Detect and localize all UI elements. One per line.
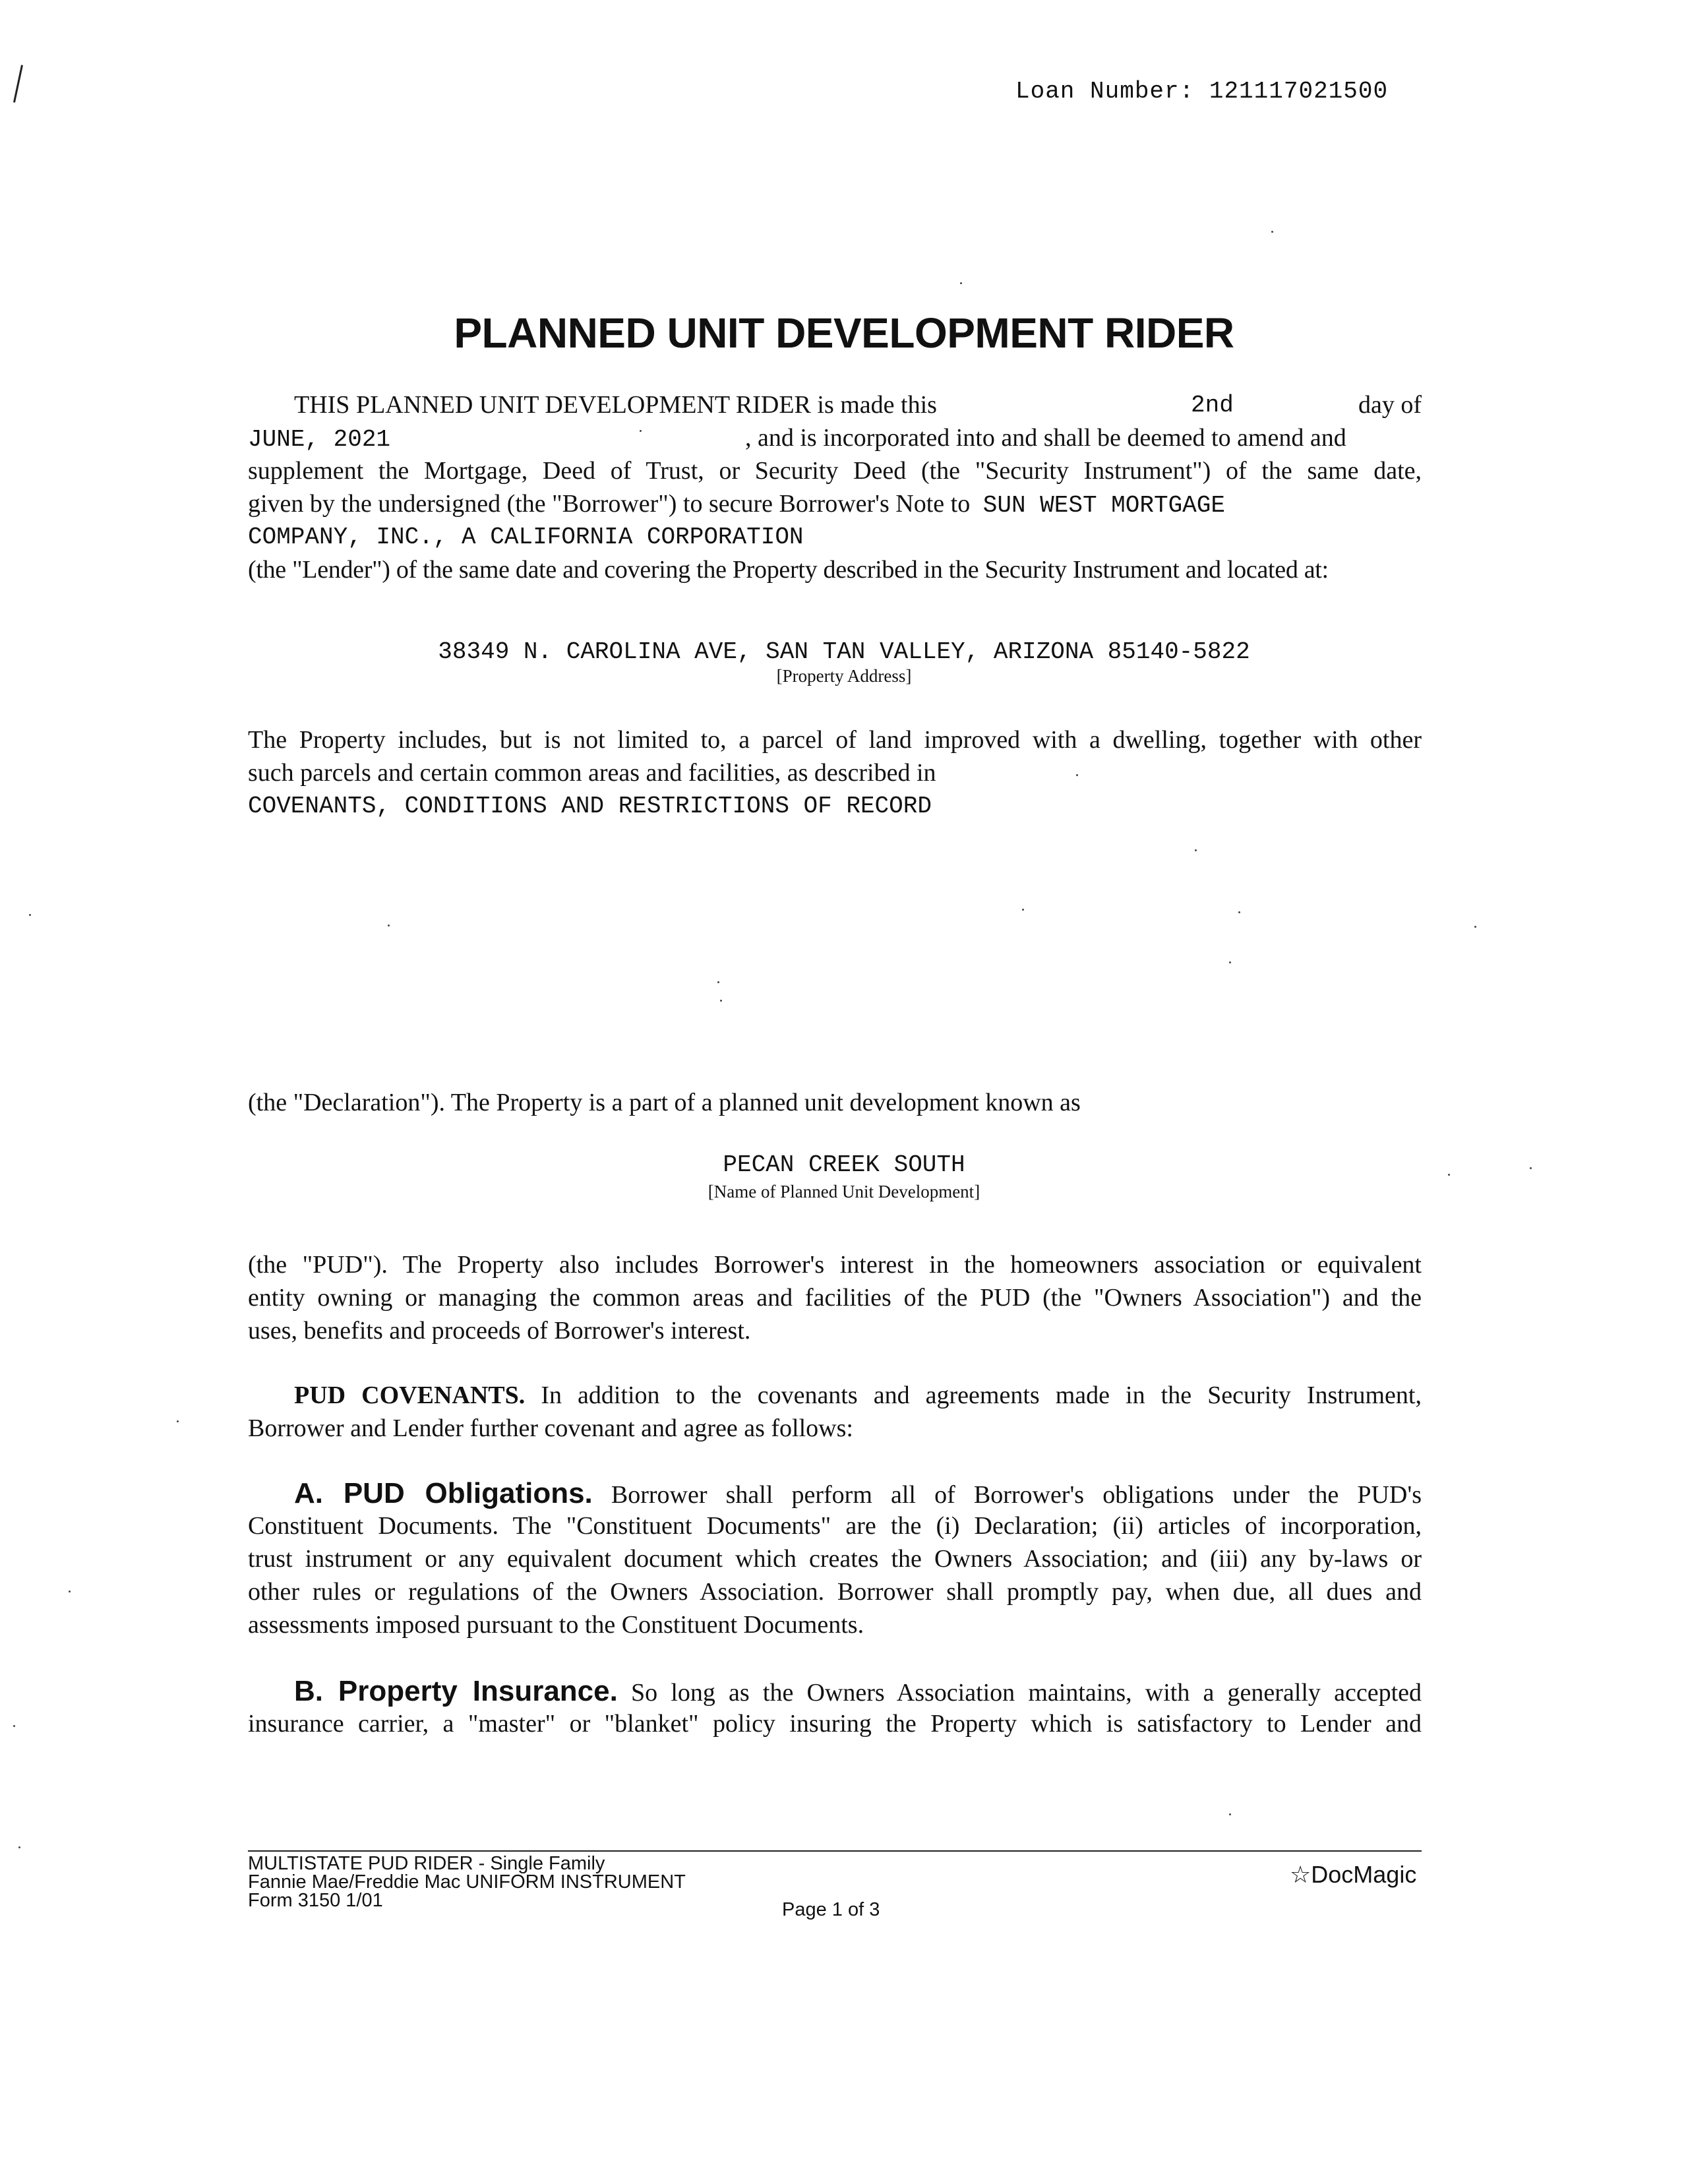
docmagic-logo	[1290, 1861, 1416, 1889]
intro-line-2	[248, 423, 1422, 453]
lender-name-2: COMPANY, INC., A CALIFORNIA CORPORATION	[248, 524, 804, 551]
section-b-line-2: insurance carrier, a "master" or "blanket" policy insuring the Property which is satisfactory to Lender and	[248, 1710, 1422, 1738]
page-title: PLANNED UNIT DEVELOPMENT RIDER	[454, 309, 1234, 357]
intro-line-3: supplement the Mortgage, Deed of Trust, or Security Deed (the "Security Instrument") of the same date,	[248, 457, 1422, 485]
covenants-heading: PUD COVENANTS.	[294, 1381, 526, 1409]
star-icon: ☆	[1290, 1861, 1311, 1888]
pud-line-2: entity owning or managing the common areas and facilities of the PUD (the "Owners Association") and the	[248, 1284, 1422, 1312]
section-a-heading: A. PUD Obligations.	[294, 1477, 593, 1509]
footer-page-number: Page 1 of 3	[782, 1899, 880, 1920]
intro-text-4a: given by the undersigned (the "Borrower") to secure Borrower's Note to	[248, 490, 971, 518]
section-a-line-4: other rules or regulations of the Owners Association. Borrower shall promptly pay, when due, all dues and	[248, 1578, 1422, 1606]
covenants-text-1: In addition to the covenants and agreements made in the Security Instrument,	[541, 1381, 1422, 1409]
property-address-caption: [Property Address]	[776, 666, 912, 686]
section-a-text-1: Borrower shall perform all of Borrower's obligations under the PUD's	[611, 1481, 1422, 1509]
declaration-line: (the "Declaration"). The Property is a part of a planned unit development known as	[248, 1089, 1081, 1116]
section-a-line-1	[248, 1477, 1422, 1510]
footer-line-2: Fannie Mae/Freddie Mac UNIFORM INSTRUMENT	[248, 1871, 686, 1893]
intro-text-1b: day of	[1358, 391, 1422, 419]
footer-divider	[248, 1850, 1422, 1852]
docmagic-brand: DocMagic	[1311, 1861, 1417, 1888]
intro-line-6: (the "Lender") of the same date and covering the Property described in the Security Instrument and located at:	[248, 556, 1329, 584]
section-b-text-1: So long as the Owners Association maintains, with a generally accepted	[631, 1679, 1422, 1707]
pud-line-3: uses, benefits and proceeds of Borrower's interest.	[248, 1317, 751, 1345]
section-a-line-2: Constituent Documents. The "Constituent Documents" are the (i) Declaration; (ii) articles of incorporation,	[248, 1512, 1422, 1540]
declaration-reference: COVENANTS, CONDITIONS AND RESTRICTIONS OF RECORD	[248, 793, 932, 820]
footer-line-3: Form 3150 1/01	[248, 1890, 383, 1911]
pud-name: PECAN CREEK SOUTH	[723, 1151, 965, 1178]
intro-text-1a: THIS PLANNED UNIT DEVELOPMENT RIDER is made this	[294, 391, 937, 419]
lender-name-1: SUN WEST MORTGAGE	[982, 492, 1225, 519]
property-line-2: such parcels and certain common areas and facilities, as described in	[248, 759, 936, 787]
intro-date: JUNE, 2021	[248, 426, 391, 453]
intro-line-4	[248, 489, 1422, 519]
section-a-line-3: trust instrument or any equivalent document which creates the Owners Association; and (iii) any by-laws or	[248, 1545, 1422, 1573]
covenants-line-1	[248, 1381, 1422, 1410]
intro-line-1	[248, 390, 1422, 419]
intro-text-2b: , and is incorporated into and shall be deemed to amend and	[745, 424, 1346, 452]
property-line-1: The Property includes, but is not limited to, a parcel of land improved with a dwelling, together with other	[248, 726, 1422, 754]
footer-line-1: MULTISTATE PUD RIDER - Single Family	[248, 1853, 605, 1874]
pud-line-1: (the "PUD"). The Property also includes Borrower's interest in the homeowners association or equivalent	[248, 1251, 1422, 1279]
intro-day: 2nd	[1191, 392, 1234, 419]
section-b-line-1	[248, 1675, 1422, 1708]
section-a-line-5: assessments imposed pursuant to the Constituent Documents.	[248, 1611, 864, 1639]
scan-mark	[13, 65, 23, 102]
covenants-line-2: Borrower and Lender further covenant and agree as follows:	[248, 1414, 853, 1442]
loan-number: Loan Number: 121117021500	[1015, 78, 1389, 105]
pud-name-caption: [Name of Planned Unit Development]	[708, 1182, 980, 1201]
property-address: 38349 N. CAROLINA AVE, SAN TAN VALLEY, ARIZONA 85140-5822	[438, 638, 1250, 665]
section-b-heading: B. Property Insurance.	[294, 1675, 618, 1707]
